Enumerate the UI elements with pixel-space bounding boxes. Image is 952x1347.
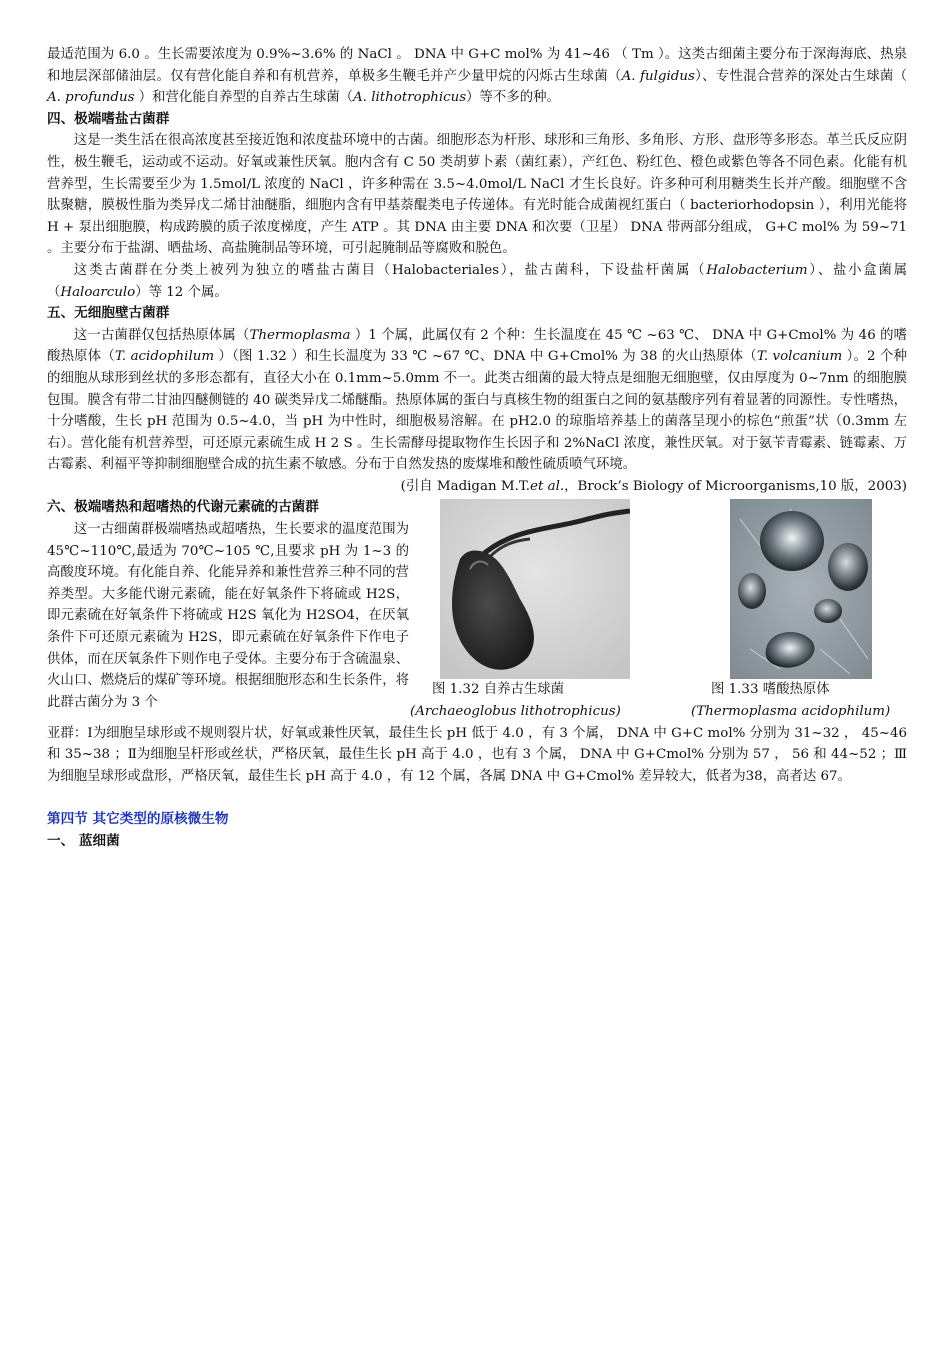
figures-row	[410, 499, 917, 722]
figure-1-33-caption: 图 1.33 嗜酸热原体 (Thermoplasma acidophilum)	[691, 682, 891, 720]
figure-1-32	[410, 499, 651, 722]
intro-paragraph: 最适范围为 6.0 。生长需要浓度为 0.9%~3.6% 的 NaCl 。 DNA 中 G+C mol% 为 41~46 （ Tm ）。这类古细菌主要分布于深海海底、热泉和地层深部储油层。仅有营化能自养和有机营养，单极多生鞭毛并产少量甲烷的闪烁古生球菌（A. fulgidus）、专性混合营养的深处古生球菌（ A. profundus ）和营化能自养型的自养古生球菌（A. lithotrophicus）等不多的种。	[47, 47, 908, 106]
heading-cell-wall-less: 五、无细胞壁古菌群	[47, 305, 170, 322]
halophiles-paragraph-2: 这类古菌群在分类上被列为独立的嗜盐古菌目（Halobacteriales），盐古菌科，下设盐杆菌属（Halobacterium）、盐小盒菌属（Haloarculo）等 12 个属。	[47, 262, 907, 300]
thermoplasma-micrograph	[730, 499, 872, 679]
halophiles-paragraph-1: 这是一类生活在很高浓度甚至接近饱和浓度盐环境中的古菌。细胞形态为杆形、球形和三角形、多角形、方形、盘形等多形态。革兰氏反应阴性，极生鞭毛，运动或不运动。好氧或兼性厌氧。胞内含有 C 50 类胡萝卜素（菌红素），产红色、粉红色、橙色或紫色等各不同色素。化能有机营养型，生长需要至少为 1.5mol/L 浓度的 NaCl ，许多种需在 3.5~4.0mol/L NaCl 才生长良好。许多种可利用糖类生长并产酸。细胞壁不含肽聚糖，膜极性脂为类异戊二烯甘油醚脂，细胞内含有甲基萘醌类电子传递体。有光时能合成菌视红蛋白（ bacteriorhodopsin ），利用光能将 H + 泵出细胞膜，构成跨膜的质子浓度梯度，产生 ATP 。其 DNA 由主要 DNA 和次要（卫星） DNA 带两部分组成， G+C mol% 为 59~71 。主要分布于盐湖、晒盐场、高盐腌制品等环境，可引起腌制品等腐败和脱色。	[47, 133, 907, 257]
heading-halophiles: 四、极端嗜盐古菌群	[47, 110, 170, 127]
figure-1-33	[685, 499, 917, 722]
citation: (引自 Madigan M.T.et al.，Brock’s Biology of Microorganisms,10 版，2003)	[400, 478, 907, 494]
archaeoglobus-micrograph	[440, 499, 630, 679]
heading-cyanobacteria: 一、 蓝细菌	[47, 833, 120, 850]
sulfur-left-column	[47, 497, 409, 713]
section-title-other-prokaryotes: 第四节 其它类型的原核微生物	[47, 811, 229, 828]
document-page	[47, 44, 907, 853]
sulfur-subgroups-paragraph: 亚群：Ⅰ为细胞呈球形或不规则裂片状，好氧或兼性厌氧，最佳生长 pH 低于 4.0 ，有 3 个属， DNA 中 G+C mol% 分别为 31~32 ， 45~46 和 35~38 ；Ⅱ为细胞呈杆形或丝状，严格厌氧，最佳生长 pH 高于 4.0 ，也有 3 个属， DNA 中 G+Cmol% 分别为 57 ， 56 和 44~52 ；Ⅲ为细胞呈球形或盘形，严格厌氧，最佳生长 pH 高于 4.0 ，有 12 个属，各属 DNA 中 G+Cmol% 差异较大，低者为38，高者达 67。	[47, 725, 907, 784]
sulfur-paragraph: 这一古细菌群极端嗜热或超嗜热，生长要求的温度范围为 45℃~110℃,最适为 70℃~105 ℃,且要求 pH 为 1~3 的高酸度环境。有化能自养、化能异养和兼性营养三种不同的营养类型。大多能代谢元素硫，能在好氧条件下将硫或 H2S，即元素硫在好氧条件下将硫或 H2S 氧化为 H2SO4，在厌氧条件下可还原元素硫为 H2S，即元素硫在好氧条件下作电子供体，而在厌氧条件下则作电子受体。主要分布于含硫温泉、火山口、燃烧后的煤矿等环境。根据细胞形态和生长条件，将此群古菌分为 3 个	[47, 522, 409, 710]
figure-1-32-caption: 图 1.32 自养古生球菌 (Archaeoglobus lithotrophicus)	[410, 682, 621, 720]
sulfur-section	[47, 497, 907, 722]
heading-sulfur-thermophiles: 六、极端嗜热和超嗜热的代谢元素硫的古菌群	[47, 499, 319, 516]
thermoplasma-paragraph: 这一古菌群仅包括热原体属（Thermoplasma ）1 个属，此属仅有 2 个种：生长温度在 45 ℃ ~63 ℃、 DNA 中 G+Cmol% 为 46 的嗜酸热原体（T. acidophilum ）（图 1.32 ）和生长温度为 33 ℃ ~67 ℃、DNA 中 G+Cmol% 为 38 的火山热原体（T. volcanium ）。2 个种的细胞从球形到丝状的多形态都有，直径大小在 0.1mm~5.0mm 不一。此类古细菌的最大特点是细胞无细胞壁，仅由厚度为 0~7nm 的细胞膜包围。膜含有带二甘油四醚侧链的 40 碳类异戊二烯醚酯。热原体属的蛋白与真核生物的组蛋白之间的氨基酸序列有着显著的同源性。专性嗜热，十分嗜酸，生长 pH 范围为 0.5~4.0，当 pH 为中性时，细胞极易溶解。在 pH2.0 的琼脂培养基上的菌落呈现小的棕色“煎蛋”状（0.3mm 左右）。营化能有机营养型，可还原元素硫生成 H 2 S 。生长需酵母提取物作生长因子和 2%NaCl 浓度，兼性厌氧。对于氨苄青霉素、链霉素、万古霉素、利福平等抑制细胞壁合成的抗生素不敏感。分布于自然发热的废煤堆和酸性硫质喷气环境。	[47, 327, 907, 473]
